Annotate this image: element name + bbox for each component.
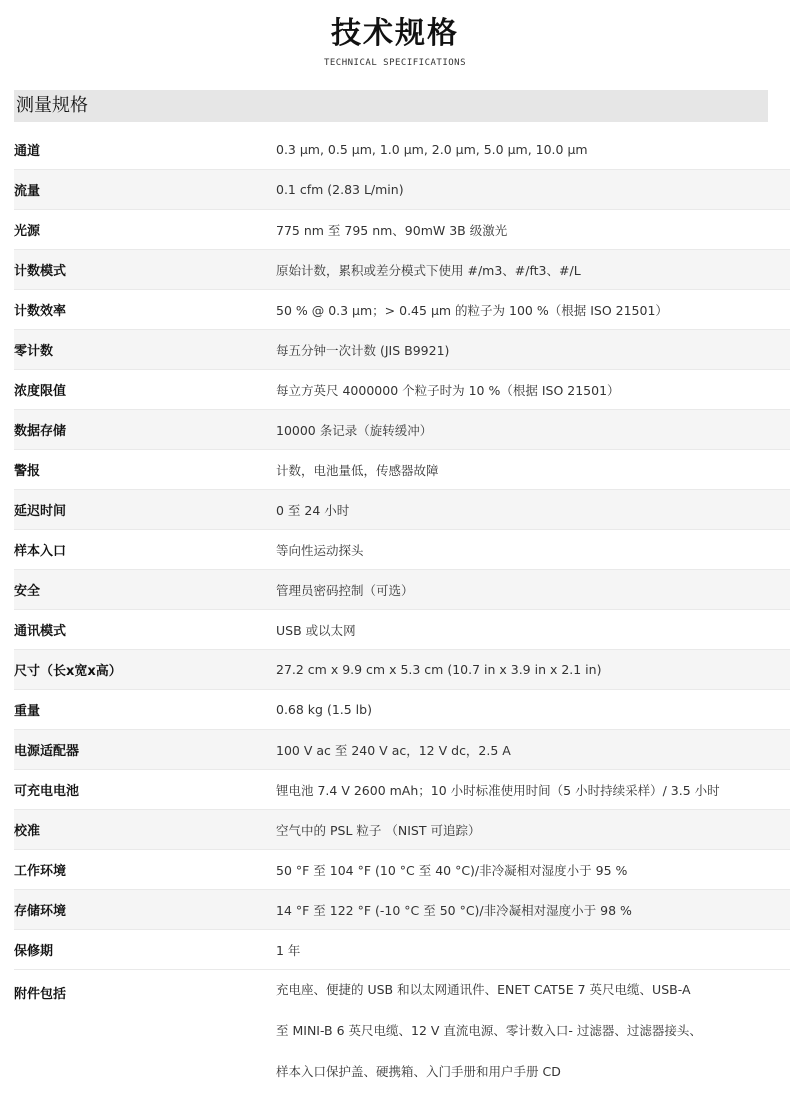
- spec-label: 存储环境: [14, 904, 67, 919]
- spec-row: [14, 930, 790, 970]
- spec-value: 每五分钟一次计数 (JIS B9921): [276, 342, 450, 358]
- spec-value: 100 V ac 至 240 V ac，12 V dc，2.5 A: [276, 742, 511, 758]
- accessories-line: 至 MINI-B 6 英尺电缆、12 V 直流电源、零计数入口- 过滤器、过滤器接头、: [276, 1023, 702, 1038]
- spec-value: 1 年: [276, 942, 301, 958]
- spec-row: [14, 210, 790, 250]
- spec-value: 空气中的 PSL 粒子 （NIST 可追踪）: [276, 822, 481, 838]
- spec-label: 通讯模式: [14, 624, 67, 639]
- page-title: 技术规格: [331, 16, 459, 51]
- spec-value: 每立方英尺 4000000 个粒子时为 10 %（根据 ISO 21501）: [276, 382, 620, 398]
- spec-row: [14, 250, 790, 290]
- spec-row: [14, 370, 790, 410]
- spec-row: [14, 650, 790, 690]
- spec-row: [14, 890, 790, 930]
- spec-label: 电源适配器: [14, 744, 80, 759]
- spec-value: 50 °F 至 104 °F (10 °C 至 40 °C)/非冷凝相对湿度小于 95 %: [276, 862, 628, 878]
- spec-label: 校准: [14, 824, 41, 839]
- spec-row: [14, 610, 790, 650]
- spec-row: [14, 530, 790, 570]
- spec-label: 尺寸（长x宽x高）: [14, 664, 122, 679]
- spec-row: [14, 770, 790, 810]
- spec-label: 数据存储: [14, 424, 67, 439]
- spec-row: [14, 490, 790, 530]
- accessories-line: 样本入口保护盖、硬携箱、入门手册和用户手册 CD: [276, 1064, 561, 1079]
- spec-value: USB 或以太网: [276, 622, 356, 638]
- spec-label: 零计数: [14, 344, 54, 359]
- spec-label: 计数效率: [14, 304, 67, 319]
- spec-label: 警报: [14, 464, 41, 479]
- spec-label: 通道: [14, 144, 41, 159]
- spec-label: 计数模式: [14, 264, 67, 279]
- spec-value: 管理员密码控制（可选）: [276, 582, 414, 598]
- spec-label: 样本入口: [14, 544, 67, 559]
- spec-value: 50 % @ 0.3 μm；> 0.45 μm 的粒子为 100 %（根据 ISO 21501）: [276, 302, 668, 318]
- spec-value: 0.68 kg (1.5 lb): [276, 702, 372, 717]
- spec-row: [14, 130, 790, 170]
- spec-value: 原始计数，累积或差分模式下使用 #/m3、#/ft3、#/L: [276, 262, 581, 278]
- spec-label: 工作环境: [14, 864, 67, 879]
- spec-label: 安全: [14, 584, 41, 599]
- spec-row: [14, 170, 790, 210]
- spec-row: [14, 410, 790, 450]
- spec-row: [14, 810, 790, 850]
- spec-row: [14, 570, 790, 610]
- spec-value: 14 °F 至 122 °F (-10 °C 至 50 °C)/非冷凝相对湿度小于 98 %: [276, 902, 632, 918]
- spec-label: 流量: [14, 184, 41, 199]
- page-header: [0, 0, 790, 78]
- spec-value: 计数，电池量低，传感器故障: [276, 462, 439, 478]
- spec-row: [14, 850, 790, 890]
- spec-value: 0 至 24 小时: [276, 502, 350, 518]
- spec-row: [14, 730, 790, 770]
- spec-value: 等向性运动探头: [276, 542, 364, 558]
- spec-label: 浓度限值: [14, 384, 67, 399]
- spec-value: 0.3 μm, 0.5 μm, 1.0 μm, 2.0 μm, 5.0 μm, 10.0 μm: [276, 142, 588, 157]
- spec-label: 光源: [14, 224, 41, 239]
- spec-value: 27.2 cm x 9.9 cm x 5.3 cm (10.7 in x 3.9 in x 2.1 in): [276, 662, 602, 677]
- spec-label: 保修期: [14, 944, 54, 959]
- spec-table: [14, 130, 790, 1106]
- accessories-list: [276, 983, 790, 1106]
- section-header: 测量规格: [14, 90, 768, 122]
- spec-value: 10000 条记录（旋转缓冲）: [276, 422, 433, 438]
- spec-row: [14, 290, 790, 330]
- spec-row: [14, 450, 790, 490]
- spec-label: 重量: [14, 704, 41, 719]
- spec-label: 延迟时间: [14, 504, 67, 519]
- spec-label: 可充电电池: [14, 784, 80, 799]
- spec-value: 0.1 cfm (2.83 L/min): [276, 182, 404, 197]
- spec-row: [14, 330, 790, 370]
- spec-value: 775 nm 至 795 nm、90mW 3B 级激光: [276, 222, 508, 238]
- spec-row-accessories: [14, 970, 790, 1106]
- spec-value: 锂电池 7.4 V 2600 mAh；10 小时标准使用时间（5 小时持续采样）/ 3.5 小时: [276, 782, 720, 798]
- spec-row: [14, 690, 790, 730]
- accessories-line: 充电座、便捷的 USB 和以太网通讯件、ENET CAT5E 7 英尺电缆、USB-A: [276, 982, 691, 997]
- spec-label: 附件包括: [14, 987, 67, 1002]
- page-subtitle: TECHNICAL SPECIFICATIONS: [323, 58, 467, 68]
